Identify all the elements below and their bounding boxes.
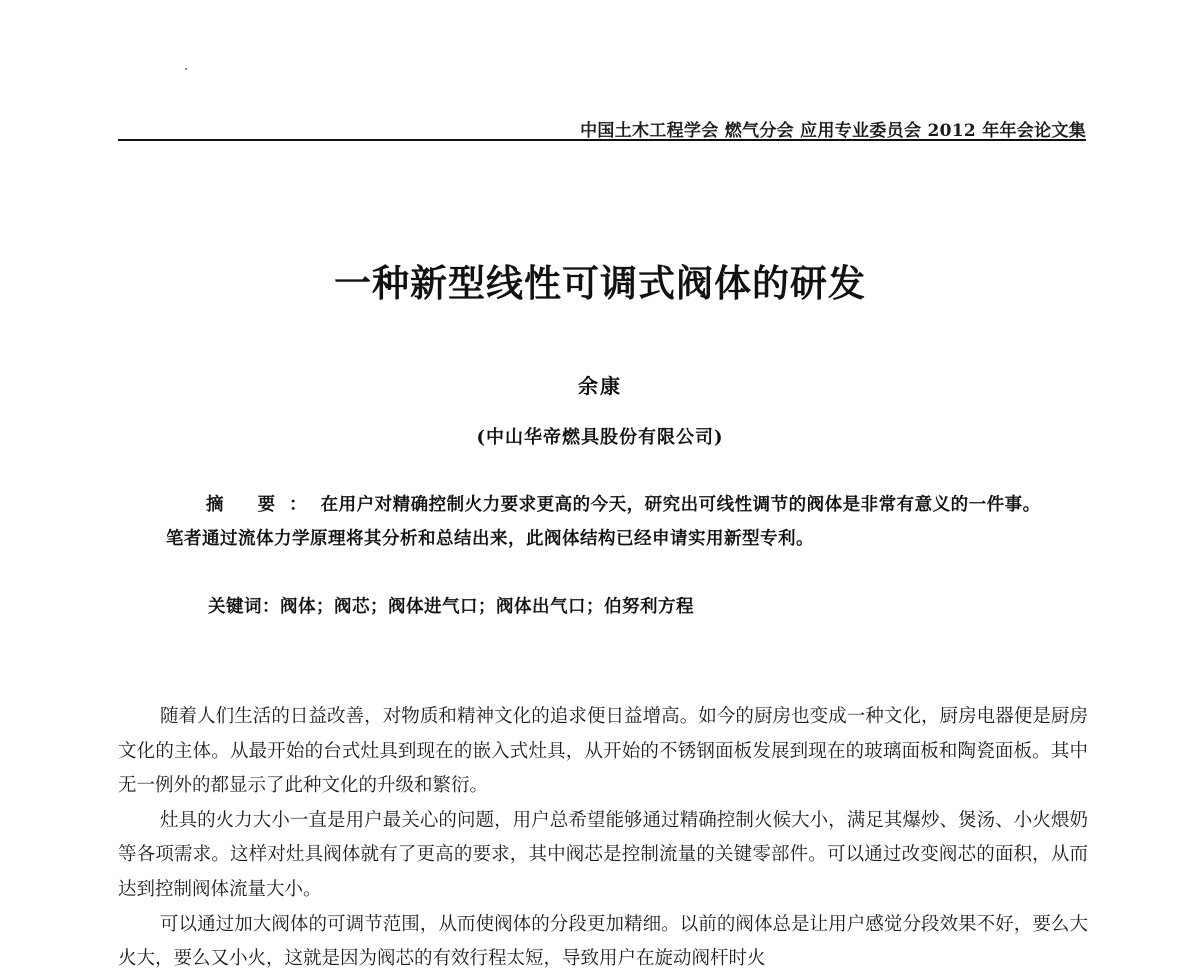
abstract xyxy=(166,488,1046,556)
keywords-text: 阀体；阀芯；阀体进气口；阀体出气口；伯努利方程 xyxy=(280,597,694,617)
abstract-label: 摘 要： xyxy=(206,495,321,515)
keywords xyxy=(208,593,694,618)
keywords-label: 关键词： xyxy=(208,597,280,617)
running-header: 中国土木工程学会 燃气分会 应用专业委员会 2012 年年会论文集 xyxy=(580,121,1086,141)
header-rule xyxy=(118,139,1086,141)
author-affiliation: (中山华帝燃具股份有限公司) xyxy=(476,427,724,448)
paper-title: 一种新型线性可调式阀体的研发 xyxy=(334,262,866,305)
author-name: 余康 xyxy=(578,374,622,398)
scan-speck xyxy=(185,68,187,70)
abstract-text: 在用户对精确控制火力要求更高的今天，研究出可线性调节的阀体是非常有意义的一件事。笔者通过流体力学原理将其分析和总结出来，此阀体结构已经申请实用新型专利。 xyxy=(166,495,1041,549)
body-paragraph: 灶具的火力大小一直是用户最关心的问题，用户总希望能够通过精确控制火候大小，满足其爆炒、煲汤、小火煨奶等各项需求。这样对灶具阀体就有了更高的要求，其中阀芯是控制流量的关键零部件。可以通过改变阀芯的面积，从而达到控制阀体流量大小。 xyxy=(118,809,1088,900)
body-paragraph: 可以通过加大阀体的可调节范围，从而使阀体的分段更加精细。以前的阀体总是让用户感觉分段效果不好，要么大火大，要么又小火，这就是因为阀芯的有效行程太短，导致用户在旋动阀杆时火 xyxy=(118,913,1088,970)
body-paragraph: 随着人们生活的日益改善，对物质和精神文化的追求便日益增高。如今的厨房也变成一种文化，厨房电器便是厨房文化的主体。从最开始的台式灶具到现在的嵌入式灶具，从开始的不锈钢面板发展到现在的玻璃面板和陶瓷面板。其中无一例外的都显示了此种文化的升级和繁衍。 xyxy=(118,706,1088,797)
body-text xyxy=(118,700,1088,977)
